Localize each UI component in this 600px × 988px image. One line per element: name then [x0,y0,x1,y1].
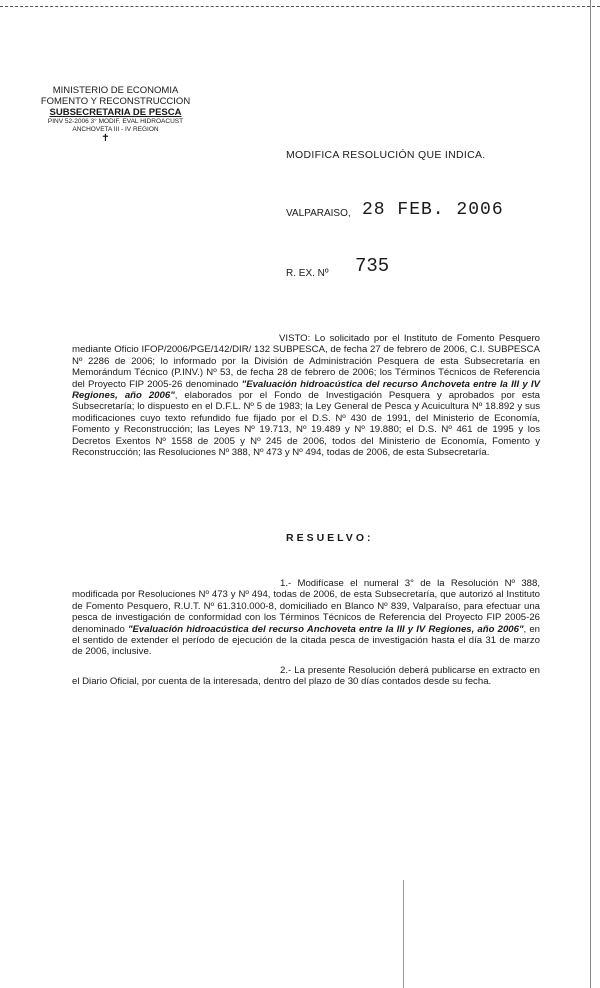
document-subject: MODIFICA RESOLUCIÓN QUE INDICA. [286,149,486,161]
article-2-text: 2.- La presente Resolución deberá publicarse en extracto en el Diario Oficial, por cuenta de la interesada, dentro del plazo de 30 días contados desde su fecha. [72,665,540,688]
article-1-project-title: "Evaluación hidroacústica del recurso Anchoveta entre la III y IV Regiones, año 2006" [127,623,524,635]
article-2-paragraph [72,665,540,688]
resolution-number: 735 [355,255,390,277]
species-region-line: ANCHOVETA III - IV REGION [72,126,159,133]
visto-lead: VISTO: [279,333,311,344]
ministry-line-2: FOMENTO Y RECONSTRUCCION [40,96,191,107]
city-label: VALPARAISO, [286,208,351,219]
scan-edge-line [403,880,404,988]
ministry-line: MINISTERIO DE ECONOMIA [52,85,179,96]
article-1-text-1: 1.- Modifícase el numeral 3° de la Resolución Nº 388, modificada por Resoluciones Nº 473 y Nº 494, todas de 2006, de esta Subsecretaría, que autorizó al Instituto de Fomento Pesquero, R.U.T. Nº 61.310.000-8, domiciliado en Blanco Nº 839, Valparaíso, para efectuar una pesca de investigación de conformidad con los Términos Técnicos de Referencia del Proyecto FIP 2005-26 denominado [72,578,540,635]
letterhead [28,85,203,143]
subsecretaria-line: SUBSECRETARIA DE PESCA [49,107,182,118]
resuelvo-heading: RESUELVO: [286,532,374,544]
visto-paragraph [72,333,540,458]
scan-edge-top [0,6,600,7]
resolution-number-label: R. EX. Nº [286,268,329,279]
initials-mark-icon: ✝ [101,133,110,144]
stamped-date: 28 FEB. 2006 [362,200,504,220]
article-1-text-2: , en el sentido de extender el período de ejecución de la citada pesca de investigación hasta el día 31 de marzo de 2006, inclusive. [72,623,540,658]
visto-project-title: "Evaluación hidroacústica del recurso Anchoveta entre la III y IV Regiones, año 2006" [72,378,540,402]
visto-text-2: , elaborados por el Fondo de Investigación Pesquera y aprobados por esta Subsecretaría; lo dispuesto en el D.F.L. Nº 5 de 1983; la Ley General de Pesca y Acuicultura Nº 18.892 y sus modificaciones cuyo texto refundido fue fijado por el D.S. Nº 430 de 1991, del Ministerio de Economía, Fomento y Reconstrucción; las Leyes Nº 19.713, Nº 19.489 y Nº 19.880; el D.S. Nº 461 de 1995 y los Decretos Exentos Nº 1558 de 2005 y Nº 245 de 2006, todos del Ministerio de Economía, Fomento y Reconstrucción; las Resoluciones Nº 388, Nº 473 y Nº 494, todas de 2006, de esta Subsecretaría. [72,390,541,459]
visto-text-1: Lo solicitado por el Instituto de Fomento Pesquero mediante Oficio IFOP/2006/PGE/142/DIR/ 132 SUBPESCA, de fecha 27 de febrero de 2006, C.I. SUBPESCA Nº 2286 de 2006; lo informado por la División de Administración Pesquera de esta Subsecretaría en Memorándum Técnico (P.INV.) Nº 53, de fecha 28 de febrero de 2006; los Términos Técnicos de Referencia del Proyecto FIP 2005-26 denominado [72,333,540,390]
article-1-paragraph [72,578,540,658]
scan-edge-right [590,0,591,988]
reference-line: PINV 52-2006 3° MODIF. EVAL HIDROACUST [47,118,184,125]
